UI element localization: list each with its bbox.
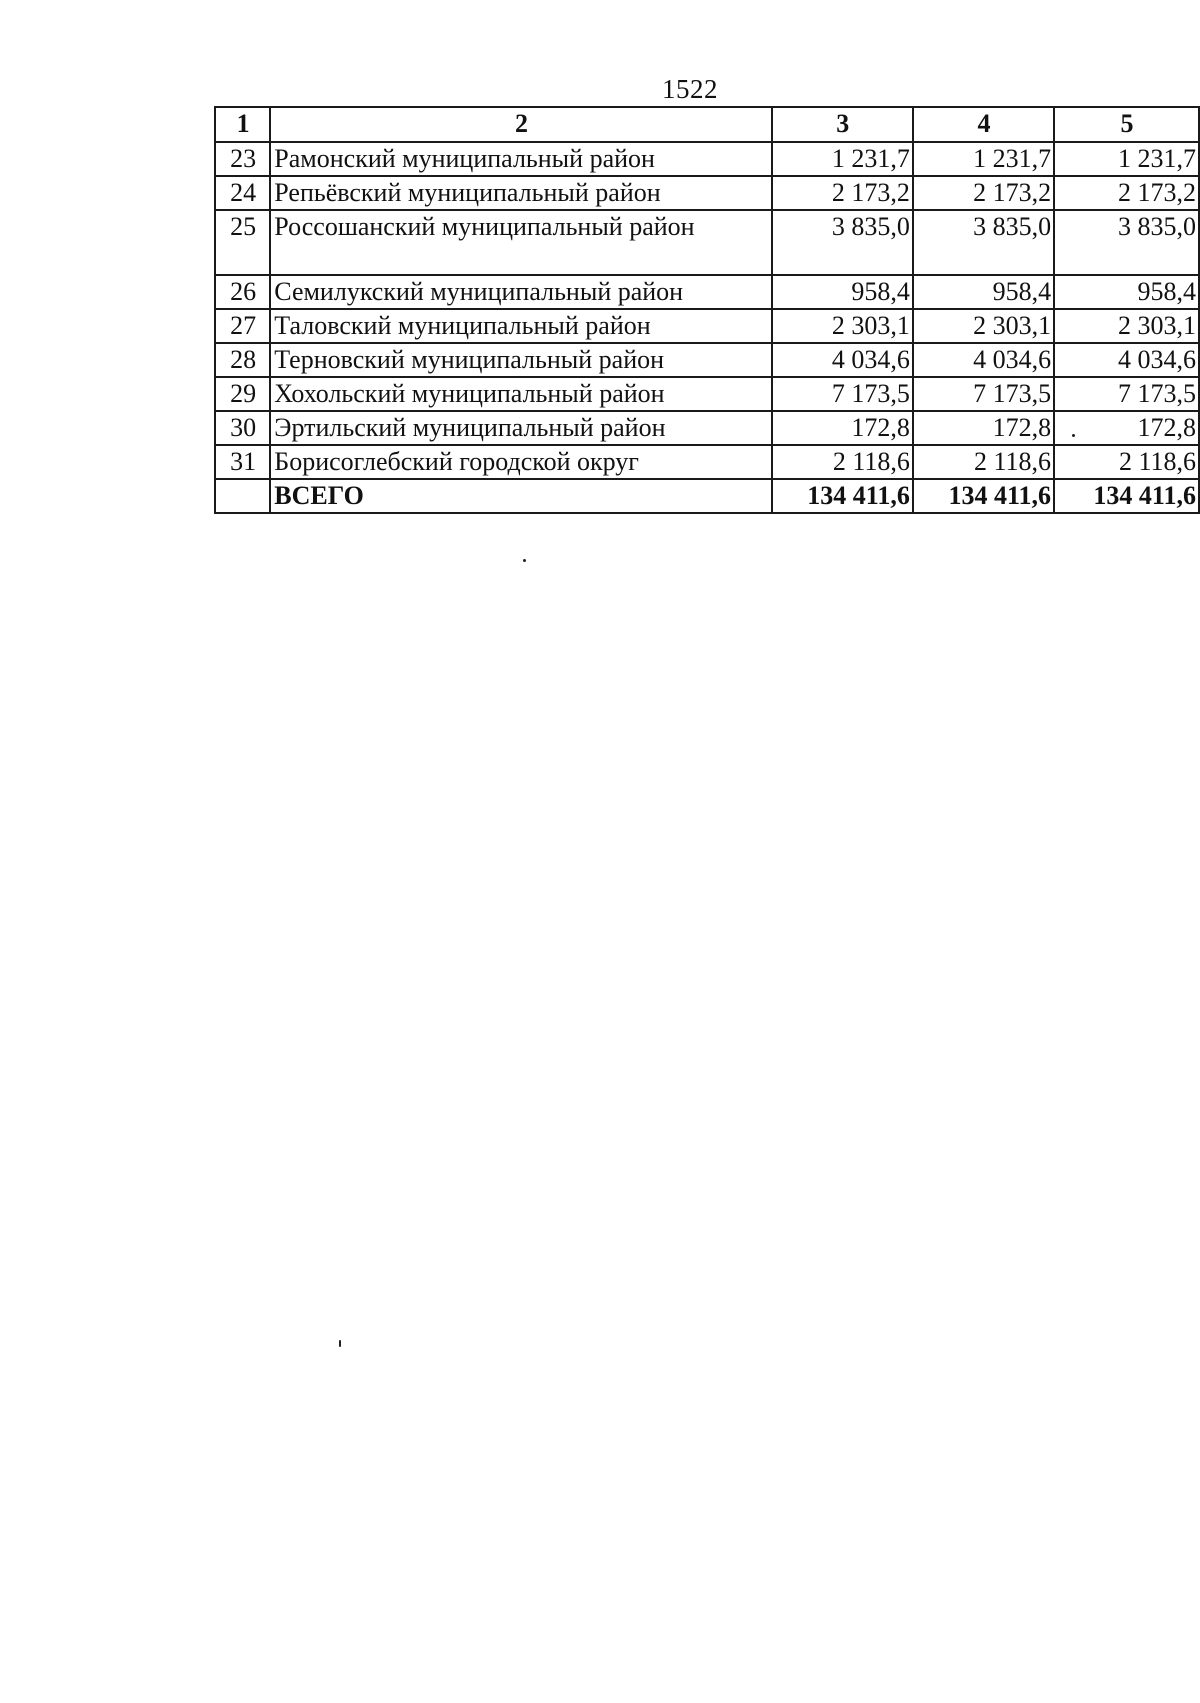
value-col-5: 2 118,6 (1054, 445, 1199, 479)
column-header: 2 (270, 107, 771, 142)
row-number: 23 (215, 142, 270, 176)
page-number (0, 74, 1200, 105)
value-col-5: 4 034,6 (1054, 343, 1199, 377)
value-col-5: 958,4 (1054, 275, 1199, 309)
table-header-row (215, 107, 1199, 142)
row-number: 31 (215, 445, 270, 479)
value-col-4: 2 118,6 (913, 445, 1054, 479)
scan-speck (523, 559, 526, 562)
district-name: Репьёвский муниципальный район (270, 176, 771, 210)
district-name: Терновский муниципальный район (270, 343, 771, 377)
column-header: 3 (772, 107, 913, 142)
row-number: 26 (215, 275, 270, 309)
value-col-5: 2 173,2 (1054, 176, 1199, 210)
total-row-number (215, 479, 270, 513)
table-row (215, 210, 1199, 275)
value-col-4: 2 173,2 (913, 176, 1054, 210)
value-col-4: 4 034,6 (913, 343, 1054, 377)
district-name: Хохольский муниципальный район (270, 377, 771, 411)
value-col-5: 7 173,5 (1054, 377, 1199, 411)
row-number: 28 (215, 343, 270, 377)
budget-table (214, 106, 1200, 514)
row-number: 27 (215, 309, 270, 343)
value-col-3: 2 118,6 (772, 445, 913, 479)
value-col-4: 2 303,1 (913, 309, 1054, 343)
value-col-4: 1 231,7 (913, 142, 1054, 176)
district-name: Таловский муниципальный район (270, 309, 771, 343)
value-col-3: 172,8 (772, 411, 913, 445)
district-name: Рамонский муниципальный район (270, 142, 771, 176)
table-row (215, 176, 1199, 210)
row-number: 29 (215, 377, 270, 411)
district-name: Россошанский муниципальный район (270, 210, 771, 275)
table-row (215, 142, 1199, 176)
value-col-4: 172,8 (913, 411, 1054, 445)
district-name: Эртильский муниципальный район (270, 411, 771, 445)
table-row (215, 343, 1199, 377)
column-header: 4 (913, 107, 1054, 142)
row-number: 25 (215, 210, 270, 275)
value-col-4: 7 173,5 (913, 377, 1054, 411)
value-col-5: 3 835,0 (1054, 210, 1199, 275)
total-col-4: 134 411,6 (913, 479, 1054, 513)
value-col-3: 2 173,2 (772, 176, 913, 210)
value-col-3: 958,4 (772, 275, 913, 309)
scan-speck (339, 1340, 341, 1347)
value-col-4: 3 835,0 (913, 210, 1054, 275)
row-number: 24 (215, 176, 270, 210)
table-row (215, 411, 1199, 445)
table-row (215, 275, 1199, 309)
value-col-3: 7 173,5 (772, 377, 913, 411)
value-col-3: 2 303,1 (772, 309, 913, 343)
value-col-3: 4 034,6 (772, 343, 913, 377)
page-number-text: 1522 (662, 74, 718, 104)
table-total-row (215, 479, 1199, 513)
total-label: ВСЕГО (270, 479, 771, 513)
value-col-5: 1 231,7 (1054, 142, 1199, 176)
scan-speck (1072, 434, 1075, 437)
value-col-5: 2 303,1 (1054, 309, 1199, 343)
column-header: 1 (215, 107, 270, 142)
value-col-4: 958,4 (913, 275, 1054, 309)
district-name: Семилукский муниципальный район (270, 275, 771, 309)
value-col-3: 1 231,7 (772, 142, 913, 176)
table-row (215, 377, 1199, 411)
district-name: Борисоглебский городской округ (270, 445, 771, 479)
table-row (215, 445, 1199, 479)
row-number: 30 (215, 411, 270, 445)
total-col-5: 134 411,6 (1054, 479, 1199, 513)
column-header: 5 (1054, 107, 1199, 142)
value-col-3: 3 835,0 (772, 210, 913, 275)
table-row (215, 309, 1199, 343)
value-col-5: 172,8 (1054, 411, 1199, 445)
total-col-3: 134 411,6 (772, 479, 913, 513)
